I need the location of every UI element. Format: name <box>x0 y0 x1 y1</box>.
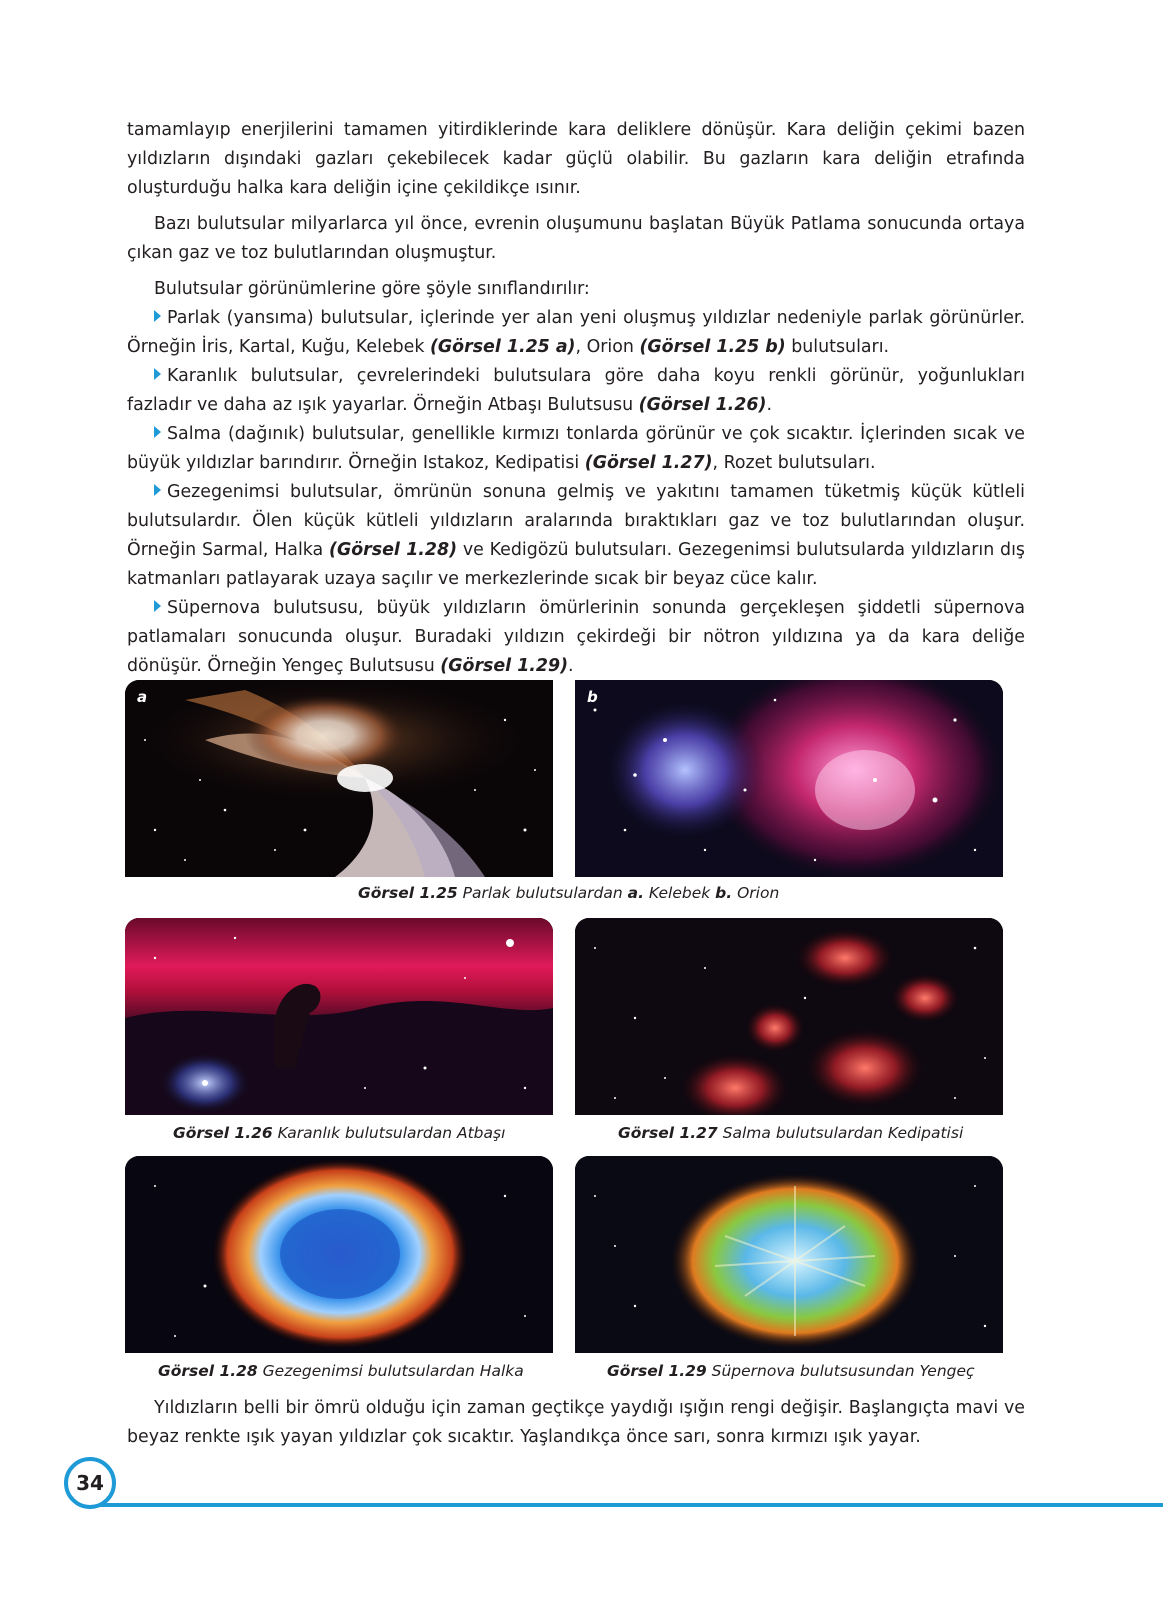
body-text-bottom <box>127 1394 1025 1452</box>
figure-ref: (Görsel 1.26) <box>638 395 767 415</box>
figure-ref: (Görsel 1.25 a) <box>429 337 576 357</box>
arrow-bullet-icon <box>154 426 161 438</box>
bullet-item: Parlak (yansıma) bulutsular, içlerinde yer alan yeni oluşmuş yıldızlar nedeniyle parlak görünürler. Örneğin İris, Kartal, Kuğu, Kelebek (Görsel 1.25 a), Orion (Görsel 1.25 b) bulutsuları. <box>127 308 1025 357</box>
page-number: 34 <box>64 1457 116 1509</box>
arrow-bullet-icon <box>154 368 161 380</box>
figure-caption: Görsel 1.29 Süpernova bulutsusundan Yengeç <box>607 1362 975 1380</box>
paragraph: tamamlayıp enerjilerini tamamen yitirdiklerinde kara deliklere dönüşür. Kara deliğin çekimi bazen yıldızların dışındaki gazları çekebilecek kadar güçlü olabilir. Bu gazların kara deliğin etrafında oluşturduğu halka kara deliğin içine çekildikçe ısınır. <box>127 120 1025 198</box>
figure-ref: (Görsel 1.28) <box>329 540 458 560</box>
crab-nebula-image <box>575 1156 1003 1353</box>
figure-ref: (Görsel 1.29) <box>440 656 569 676</box>
orion-nebula-image <box>575 680 1003 877</box>
ring-nebula-image <box>125 1156 553 1353</box>
arrow-bullet-icon <box>154 600 161 612</box>
bullet-item: Gezegenimsi bulutsular, ömrünün sonuna gelmiş ve yakıtını tamamen tüketmiş küçük kütleli bulutsulardır. Ölen küçük kütleli yıldızların aralarında bıraktıkları gaz ve toz bulutlarından oluşur. Örneğin Sarmal, Halka (Görsel 1.28) ve Kedigözü bulutsuları. Gezegenimsi bulutsularda yıldızların dış katmanları patlayarak uzaya saçılır ve merkezlerinde sıcak bir beyaz cüce kalır. <box>127 482 1025 589</box>
bullet-item: Salma (dağınık) bulutsular, genellikle kırmızı tonlarda görünür ve çok sıcaktır. İçlerinden sıcak ve büyük yıldızlar barındırır. Örneğin Istakoz, Kedipatisi (Görsel 1.27), Rozet bulutsuları. <box>127 424 1025 473</box>
paragraph: Yıldızların belli bir ömrü olduğu için zaman geçtikçe yaydığı ışığın rengi değişir. Başlangıçta mavi ve beyaz renkte ışık yayan yıldızlar çok sıcaktır. Yaşlandıkça önce sarı, sonra kırmızı ışık yayar. <box>127 1398 1025 1447</box>
panel-label-b: b <box>587 688 598 706</box>
arrow-bullet-icon <box>154 310 161 322</box>
paragraph: Bazı bulutsular milyarlarca yıl önce, evrenin oluşumunu başlatan Büyük Patlama sonucunda ortaya çıkan gaz ve toz bulutlarından oluşmuştur. <box>127 214 1025 263</box>
paragraph: Bulutsular görünümlerine göre şöyle sınıflandırılır: <box>154 279 590 299</box>
panel-label-a: a <box>137 688 148 706</box>
figure-ref: (Görsel 1.27) <box>584 453 713 473</box>
horsehead-nebula-image <box>125 918 553 1115</box>
figure-caption: Görsel 1.27 Salma bulutsulardan Kedipatisi <box>618 1124 964 1142</box>
catspaw-nebula-image <box>575 918 1003 1115</box>
figure-ref: (Görsel 1.25 b) <box>639 337 786 357</box>
body-text-top <box>127 116 1025 681</box>
butterfly-nebula-image <box>125 680 553 877</box>
figure-caption: Görsel 1.25 Parlak bulutsulardan a. Kelebek b. Orion <box>358 884 780 902</box>
arrow-bullet-icon <box>154 484 161 496</box>
bullet-item: Karanlık bulutsular, çevrelerindeki bulutsulara göre daha koyu renkli görünür, yoğunlukları fazladır ve daha az ışık yayarlar. Örneğin Atbaşı Bulutsusu (Görsel 1.26). <box>127 366 1025 415</box>
footer-line <box>90 1503 1163 1507</box>
bullet-item: Süpernova bulutsusu, büyük yıldızların ömürlerinin sonunda gerçekleşen şiddetli süpernova patlamaları sonucunda oluşur. Buradaki yıldızın çekirdeği bir nötron yıldızına ya da kara deliğe dönüşür. Örneğin Yengeç Bulutsusu (Görsel 1.29). <box>127 598 1025 676</box>
figure-caption: Görsel 1.28 Gezegenimsi bulutsulardan Halka <box>158 1362 524 1380</box>
figure-caption: Görsel 1.26 Karanlık bulutsulardan Atbaşı <box>173 1124 506 1142</box>
